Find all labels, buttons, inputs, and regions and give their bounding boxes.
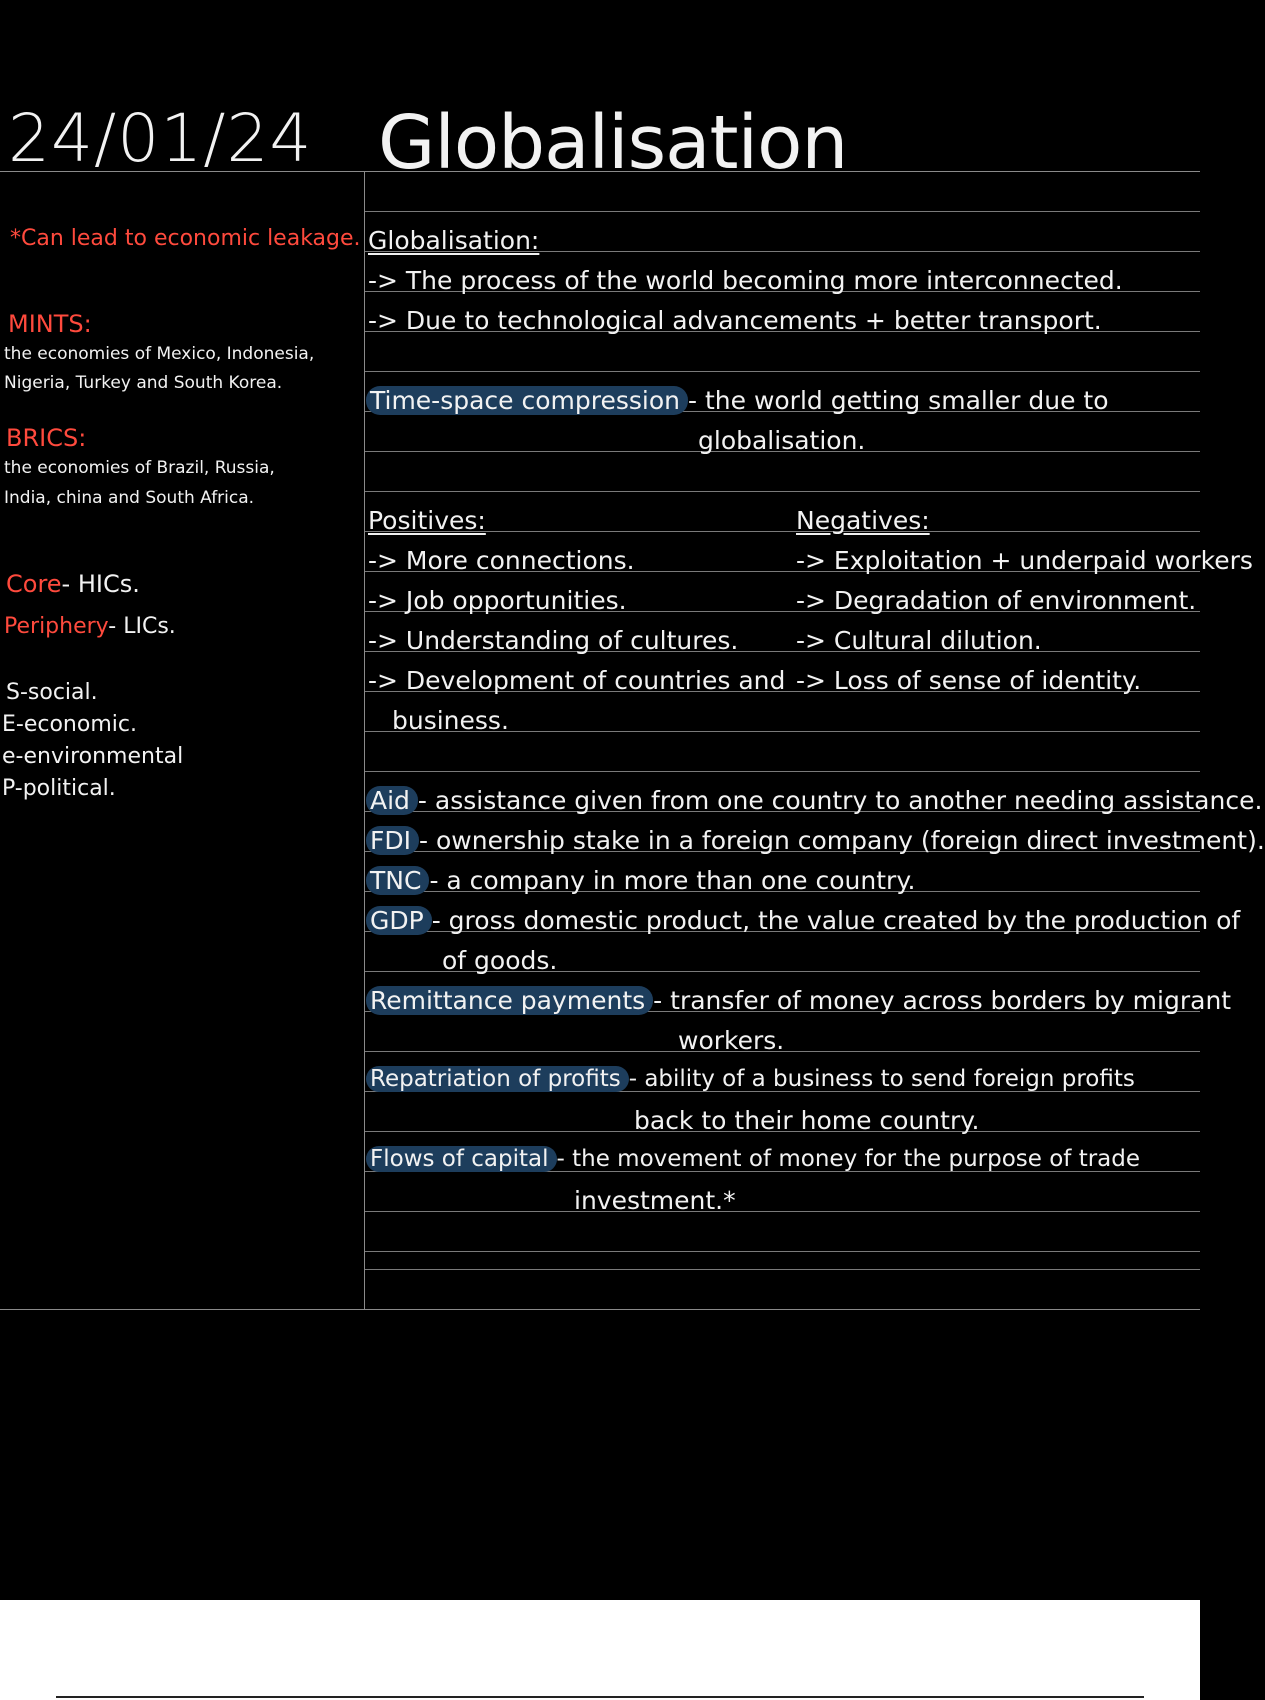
periphery-value: - LICs. bbox=[108, 614, 176, 639]
term-definition: - ownership stake in a foreign company (foreign direct investment). bbox=[419, 826, 1265, 855]
core-label: Core bbox=[6, 570, 62, 598]
negative-item: -> Exploitation + underpaid workers bbox=[796, 546, 1253, 575]
positives-heading: Positives: bbox=[368, 506, 486, 535]
mints-heading: MINTS: bbox=[8, 310, 92, 338]
ruled-line bbox=[365, 371, 1200, 372]
definition-continuation: globalisation. bbox=[698, 426, 866, 455]
brics-definition-line: India, china and South Africa. bbox=[4, 488, 255, 508]
globalisation-point: -> Due to technological advancements + better transport. bbox=[368, 306, 1102, 335]
footer-rule bbox=[56, 1696, 1144, 1698]
gdp-definition bbox=[366, 906, 1240, 935]
definition-continuation: workers. bbox=[678, 1026, 785, 1055]
core-definition bbox=[6, 570, 140, 598]
negative-item: -> Cultural dilution. bbox=[796, 626, 1042, 655]
seep-item: e-environmental bbox=[2, 744, 184, 769]
term-definition: - a company in more than one country. bbox=[429, 866, 916, 895]
globalisation-point: -> The process of the world becoming more interconnected. bbox=[368, 266, 1123, 295]
core-value: - HICs. bbox=[61, 570, 140, 598]
seep-item: P-political. bbox=[2, 776, 116, 801]
seep-item: E-economic. bbox=[2, 712, 137, 737]
ruled-line bbox=[365, 491, 1200, 492]
mints-definition-line: the economies of Mexico, Indonesia, bbox=[4, 344, 315, 364]
definition-continuation: of goods. bbox=[442, 946, 558, 975]
brics-heading: BRICS: bbox=[6, 424, 87, 452]
brics-definition-line: the economies of Brazil, Russia, bbox=[4, 458, 275, 478]
term-definition: - the world getting smaller due to bbox=[688, 386, 1109, 415]
note-date: 24/01/24 bbox=[8, 100, 313, 177]
aid-definition bbox=[366, 786, 1262, 815]
term-highlight: Aid bbox=[366, 786, 418, 815]
mints-definition-line: Nigeria, Turkey and South Korea. bbox=[4, 373, 283, 393]
term-definition: - ability of a business to send foreign profits bbox=[628, 1066, 1135, 1092]
seep-item: S-social. bbox=[6, 680, 98, 705]
term-highlight: GDP bbox=[366, 906, 432, 935]
tnc-definition bbox=[366, 866, 916, 895]
globalisation-heading: Globalisation: bbox=[368, 226, 540, 255]
term-highlight: TNC bbox=[366, 866, 429, 895]
ruled-line bbox=[365, 1251, 1200, 1252]
positive-item: -> Development of countries and bbox=[368, 666, 786, 695]
leakage-note: *Can lead to economic leakage. bbox=[10, 226, 361, 251]
positive-item: -> More connections. bbox=[368, 546, 635, 575]
page-footer-area bbox=[0, 1600, 1200, 1700]
definition-continuation: investment.* bbox=[574, 1186, 736, 1215]
term-highlight: Remittance payments bbox=[366, 986, 653, 1015]
ruled-line bbox=[365, 1211, 1200, 1212]
fdi-definition bbox=[366, 826, 1265, 855]
ruled-line bbox=[365, 211, 1200, 212]
ruled-line bbox=[365, 531, 1200, 532]
remittance-definition bbox=[366, 986, 1231, 1015]
ruled-line bbox=[365, 1269, 1200, 1270]
term-highlight: Repatriation of profits bbox=[366, 1066, 629, 1092]
margin-divider bbox=[364, 171, 365, 1309]
flows-of-capital-definition bbox=[366, 1146, 1140, 1172]
term-definition: - the movement of money for the purpose of trade bbox=[556, 1146, 1141, 1172]
periphery-definition bbox=[4, 614, 176, 639]
term-highlight: Flows of capital bbox=[366, 1146, 557, 1172]
ruled-line bbox=[365, 771, 1200, 772]
positive-item: -> Job opportunities. bbox=[368, 586, 627, 615]
page-bottom-divider bbox=[0, 1309, 1200, 1310]
negative-item: -> Loss of sense of identity. bbox=[796, 666, 1142, 695]
term-highlight: Time-space compression bbox=[366, 386, 688, 415]
positive-item-continuation: business. bbox=[392, 706, 509, 735]
time-space-compression-definition bbox=[366, 386, 1109, 415]
negative-item: -> Degradation of environment. bbox=[796, 586, 1197, 615]
term-highlight: FDI bbox=[366, 826, 419, 855]
page-title: Globalisation bbox=[378, 100, 848, 186]
positive-item: -> Understanding of cultures. bbox=[368, 626, 739, 655]
term-definition: - gross domestic product, the value created by the production of bbox=[431, 906, 1241, 935]
negatives-heading: Negatives: bbox=[796, 506, 930, 535]
term-definition: - assistance given from one country to another needing assistance. bbox=[417, 786, 1263, 815]
term-definition: - transfer of money across borders by migrant bbox=[653, 986, 1232, 1015]
repatriation-definition bbox=[366, 1066, 1135, 1092]
periphery-label: Periphery bbox=[4, 614, 109, 639]
definition-continuation: back to their home country. bbox=[634, 1106, 980, 1135]
